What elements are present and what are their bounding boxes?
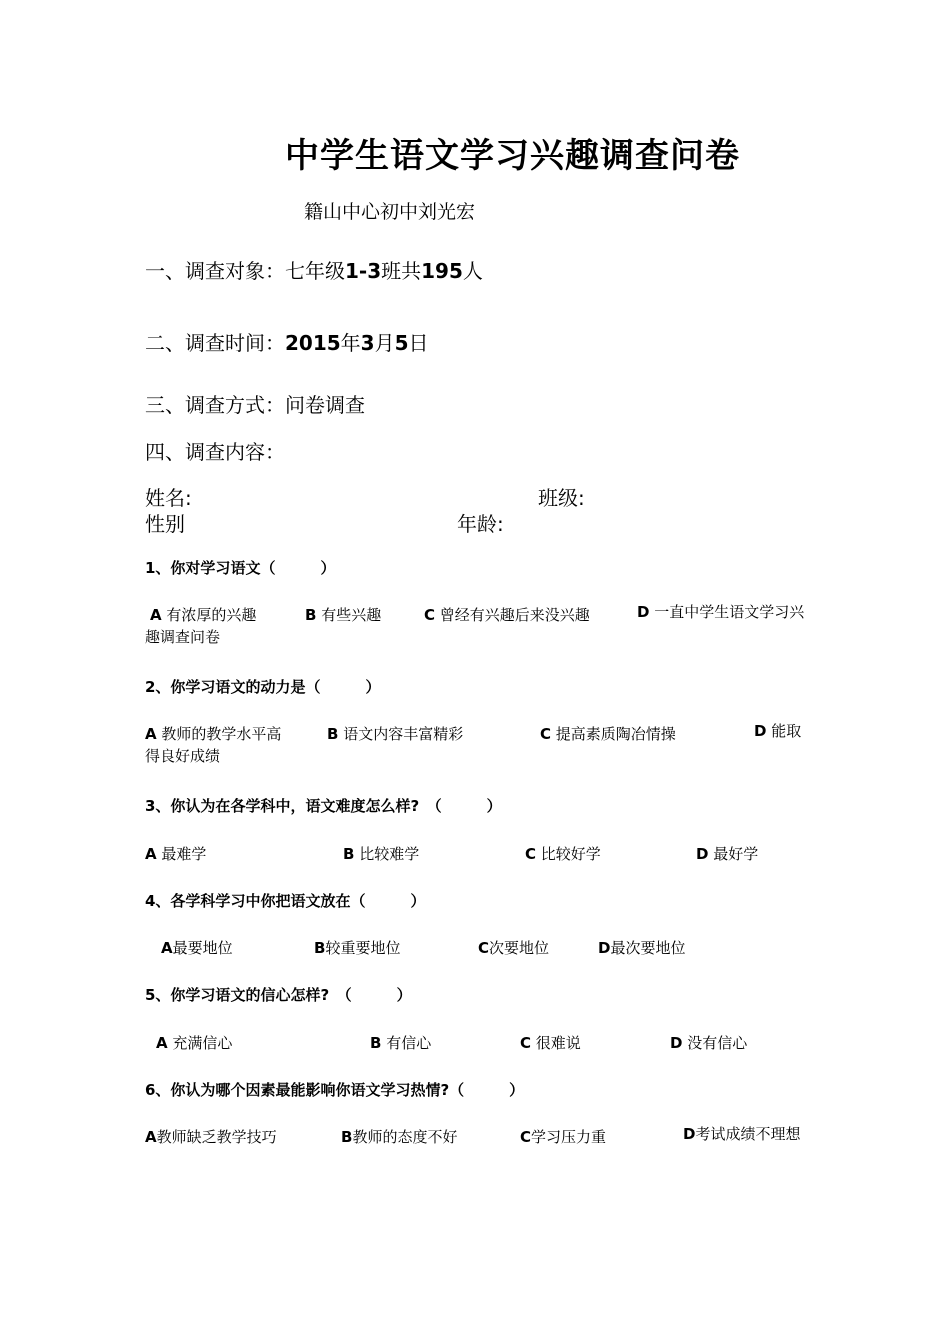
option-text: 曾经有兴趣后来没兴趣 (439, 606, 590, 624)
q5-option-b (370, 1032, 431, 1053)
option-letter: A (145, 845, 157, 863)
option-text: 能取得良好成绩 (145, 722, 802, 765)
q3-option-c (525, 843, 601, 864)
option-letter: A (156, 1034, 168, 1052)
question-6: 6、你认为哪个因素最能影响你语文学习热情?（ ） (145, 1081, 525, 1099)
option-text: 教师的态度不好 (352, 1128, 458, 1146)
option-text: 最要地位 (172, 939, 233, 957)
q3-option-d (696, 843, 758, 864)
q4-option-c (478, 937, 549, 958)
section-2-label: 二、调查时间： (145, 331, 285, 355)
question-2: 2、你学习语文的动力是（ ） (145, 678, 381, 696)
option-text: 有浓厚的兴趣 (166, 606, 257, 624)
option-letter: C (424, 606, 436, 624)
option-letter: A (161, 939, 173, 957)
section-2-month: 3 (360, 331, 375, 355)
option-text: 比较难学 (359, 845, 420, 863)
section-1-end: 人 (462, 259, 483, 283)
section-survey-target (145, 255, 483, 284)
option-text: 充满信心 (172, 1034, 233, 1052)
option-letter: D (598, 939, 611, 957)
field-class-label: 班级: (538, 486, 585, 510)
option-letter: B (343, 845, 355, 863)
section-2-year-unit: 年 (340, 331, 361, 355)
page-title: 中学生语文学习兴趣调查问卷 (285, 136, 740, 176)
option-text: 考试成绩不理想 (695, 1125, 801, 1143)
section-survey-method: 三、调查方式：问卷调查 (145, 393, 365, 417)
option-text: 没有信心 (687, 1034, 748, 1052)
question-3: 3、你认为在各学科中，语文难度怎么样? （ ） (145, 797, 502, 815)
option-text: 比较好学 (540, 845, 601, 863)
option-letter: A (145, 1128, 157, 1146)
q5-option-a (156, 1032, 232, 1053)
section-2-day-unit: 日 (408, 331, 429, 355)
option-text: 提高素质陶冶情操 (555, 725, 676, 743)
option-letter: A (150, 606, 162, 624)
option-letter: B (305, 606, 317, 624)
option-letter: C (540, 725, 552, 743)
option-letter: D (754, 722, 767, 740)
option-text: 有些兴趣 (321, 606, 382, 624)
section-1-label: 一、调查对象：七年级 (145, 259, 345, 283)
q2-option-d (145, 719, 810, 769)
question-1: 1、你对学习语文（ ） (145, 559, 336, 577)
section-survey-content: 四、调查内容： (145, 440, 285, 464)
option-letter: C (520, 1034, 532, 1052)
field-age-label: 年龄: (457, 512, 504, 536)
section-1-classes: 1-3 (345, 259, 382, 283)
q4-option-a (161, 937, 233, 958)
option-text: 次要地位 (489, 939, 550, 957)
option-text: 最次要地位 (610, 939, 686, 957)
q5-option-c (520, 1032, 581, 1053)
option-letter: D (683, 1125, 696, 1143)
field-gender-label: 性别 (145, 512, 185, 536)
section-survey-time (145, 327, 429, 356)
option-text: 有信心 (386, 1034, 432, 1052)
option-letter: D (696, 845, 709, 863)
section-2-day: 5 (394, 331, 409, 355)
option-letter: B (341, 1128, 353, 1146)
option-text: 较重要地位 (325, 939, 401, 957)
option-letter: B (327, 725, 339, 743)
author-line: 籍山中心初中刘光宏 (304, 201, 476, 223)
q5-option-d (670, 1032, 747, 1053)
field-name-label: 姓名: (145, 486, 192, 510)
section-1-mid: 班共 (381, 259, 422, 283)
option-letter: C (525, 845, 537, 863)
question-5: 5、你学习语文的信心怎样? （ ） (145, 986, 412, 1004)
option-letter: D (637, 603, 650, 621)
option-letter: B (314, 939, 326, 957)
option-letter: D (670, 1034, 683, 1052)
option-text: 最好学 (713, 845, 759, 863)
option-text: 很难说 (535, 1034, 581, 1052)
option-text: 教师的教学水平高 (161, 725, 282, 743)
option-text: 语文内容丰富精彩 (343, 725, 464, 743)
section-2-month-unit: 月 (374, 331, 395, 355)
option-letter: C (520, 1128, 532, 1146)
q3-option-a (145, 843, 206, 864)
q1-option-d (145, 600, 810, 650)
option-text: 教师缺乏教学技巧 (156, 1128, 277, 1146)
option-text: 最难学 (161, 845, 207, 863)
option-letter: B (370, 1034, 382, 1052)
section-1-count: 195 (421, 259, 463, 283)
q6-option-d (145, 1122, 810, 1147)
q3-option-b (343, 843, 419, 864)
option-letter: C (478, 939, 490, 957)
q4-option-b (314, 937, 400, 958)
option-text: 学习压力重 (531, 1128, 607, 1146)
section-2-year: 2015 (285, 331, 341, 355)
option-text: 一直中学生语文学习兴趣调查问卷 (145, 603, 805, 646)
option-letter: A (145, 725, 157, 743)
question-4: 4、各学科学习中你把语文放在（ ） (145, 892, 426, 910)
q4-option-d (598, 937, 685, 958)
